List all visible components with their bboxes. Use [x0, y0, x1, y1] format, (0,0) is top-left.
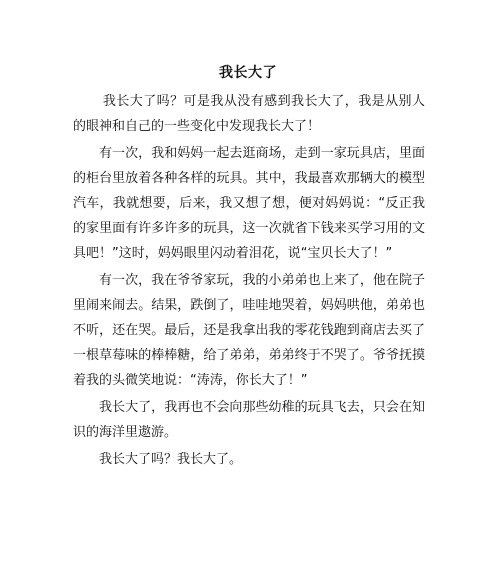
paragraph-4: 我长大了，我再也不会向那些幼稚的玩具飞去，只会在知识的海洋里遨游。 — [73, 400, 425, 440]
document-title: 我长大了 — [219, 65, 277, 81]
paragraph-2: 有一次，我和妈妈一起去逛商场，走到一家玩具店，里面的柜台里放着各种各样的玩具。其中，我最喜欢那辆大的模型汽车，我就想要，后来，我又想了想，便对妈妈说：“反正我的家里面有许多许多的玩具，这一次就省下钱来买学习用的文具吧！”这时，妈妈眼里闪动着泪花，说“宝贝长大了！” — [73, 146, 425, 261]
paragraph-3: 有一次，我在爷爷家玩，我的小弟弟也上来了，他在院子里闹来闹去。结果，跌倒了，哇哇地哭着，妈妈哄他，弟弟也不听，还在哭。最后，还是我拿出我的零花钱跑到商店去买了一根草莓味的棒棒糖，给了弟弟，弟弟终于不哭了。爷爷抚摸着我的头微笑地说：“涛涛，你长大了！” — [73, 273, 425, 388]
paragraph-1: 我长大了吗？可是我从没有感到我长大了，我是从别人的眼神和自己的一些变化中发现我长大了！ — [73, 94, 425, 134]
document-body — [73, 89, 425, 474]
paragraph-5: 我长大了吗？我长大了。 — [99, 452, 243, 467]
